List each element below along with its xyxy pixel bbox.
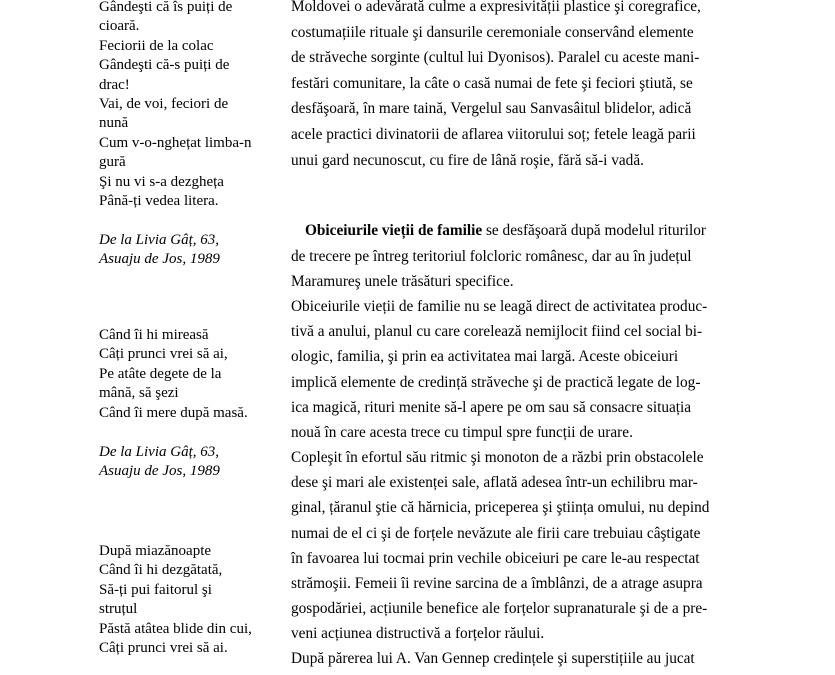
text-line: dese şi mari ale existenței sale, aflată adesea într-un echilibru mar- bbox=[291, 474, 698, 492]
body-paragraph-family-customs-detail bbox=[291, 294, 771, 445]
body-paragraph-family-customs-lead bbox=[291, 218, 771, 295]
text-line: Vai, de voi, feciori de bbox=[99, 96, 229, 113]
text-line: festări comunitare, la câte o casă numai de fete şi feciori ştiută, se bbox=[291, 74, 693, 92]
text-line: în favoarea lui tocmai prin vechile obiceiuri pe care le-au respectat bbox=[291, 549, 700, 567]
text-line: drac! bbox=[99, 76, 130, 93]
text-line: Gândeşti că-s puiți de bbox=[99, 57, 230, 74]
verse-block-2 bbox=[99, 326, 294, 423]
text-line: Pe atâte degete de la bbox=[99, 365, 222, 382]
text-line: struțul bbox=[99, 601, 138, 618]
text-line: nună bbox=[99, 115, 129, 132]
text-line: veni acțiunea distructivă a forțelor răului. bbox=[291, 625, 545, 643]
text-line: gospodăriei, acțiunile benefice ale forțelor supranaturale şi de a pre- bbox=[291, 600, 708, 618]
text-line: Când îi hi mireasă bbox=[99, 327, 209, 343]
text-line: Şi nu vi s-a dezgheța bbox=[99, 173, 224, 190]
text-line: Obiceiurile vieții de familie nu se leagă direct de activitatea produc- bbox=[291, 298, 708, 315]
text-line: Câți prunci vrei să ai, bbox=[99, 346, 228, 363]
text-line: tivă a anului, planul cu care corelează nemijlocit fiind cel social bi- bbox=[291, 323, 703, 341]
text-line: Feciorii de la colac bbox=[99, 37, 214, 54]
text-line: de trecere pe întreg teritoriul folcloric românesc, dar au în județul bbox=[291, 247, 692, 265]
text-line: cioară. bbox=[99, 18, 140, 35]
text-line: ica magică, rituri menite să-l apere pe om sau să consacre situația bbox=[291, 398, 692, 416]
text-line: nouă în care acesta trece cu timpul spre funcții de urare. bbox=[291, 424, 633, 442]
text-line: strămoşii. Femeii îi revine sarcina de a îmblânzi, de a atrage asupra bbox=[291, 575, 703, 593]
text-line: Asuaju de Jos, 1989 bbox=[99, 251, 220, 268]
source-attribution-1 bbox=[99, 231, 294, 270]
body-paragraph-continuation bbox=[291, 0, 771, 173]
text-line: numai de el ci şi de forțele nevăzute ale firii care trebuiau câştigate bbox=[291, 524, 701, 542]
body-paragraph-van-gennep bbox=[291, 646, 771, 672]
text-line: ologic, familia, şi prin ea activitatea mai largă. Aceste obiceiuri bbox=[291, 348, 679, 366]
text-line: Cum v-o-nghețat limba-n bbox=[99, 134, 252, 151]
text-line: Obiceiurile vieții de familie se desfăşoară după modelul riturilor bbox=[305, 222, 707, 239]
text-line: Să-ți pui faitorul şi bbox=[99, 581, 212, 598]
text-line: De la Livia Gâț, 63, bbox=[99, 232, 219, 248]
text-line: acele practici divinatorii de aflarea viitorului soț; fetele leagă parii bbox=[291, 125, 696, 143]
bold-lead-text: Obiceiurile vieții de familie bbox=[305, 222, 483, 239]
source-attribution-2 bbox=[99, 443, 294, 482]
text-line: ginal, țăranul ştie că hărnicia, priceperea şi ştiința omului, nu depind bbox=[291, 499, 710, 517]
text-line: desfăşoară, în mare taină, Vergelul sau Sanvasâitul blidelor, adică bbox=[291, 100, 692, 118]
text-line: mână, să şezi bbox=[99, 385, 179, 402]
text-line: După miazănoapte bbox=[99, 543, 212, 559]
text-line: unui gard necunoscut, cu fire de lână roşie, fără să-i vadă. bbox=[291, 151, 644, 169]
text-line: Moldovei o adevărată culme a expresivității plastice şi coregrafice, bbox=[291, 0, 701, 15]
text-line: Când îi hi dezgătată, bbox=[99, 562, 223, 579]
text-line: implică elemente de credință străveche şi de practică legate de log- bbox=[291, 373, 701, 391]
verse-block-1 bbox=[99, 0, 294, 211]
text-line: De la Livia Gâț, 63, bbox=[99, 444, 219, 460]
text-line: costumațiile rituale şi dansurile ceremoniale conservând elemente bbox=[291, 23, 694, 41]
text-line: de străveche sorginte (cultul lui Dyonisos). Paralel cu aceste mani- bbox=[291, 49, 700, 67]
text-line: Când îi mere după masă. bbox=[99, 404, 248, 421]
text-line: gură bbox=[99, 154, 126, 171]
text-line: După părerea lui A. Van Gennep credințele şi superstițiile au jucat bbox=[291, 650, 695, 667]
body-paragraph-peasant-beliefs bbox=[291, 445, 771, 647]
text-line: Gândeşti că îs puiți de bbox=[99, 0, 233, 15]
text-line: Copleşit în efortul său ritmic şi monoton de a răzbi prin obstacolele bbox=[291, 449, 704, 466]
text-line: Până-ți vedea litera. bbox=[99, 193, 219, 210]
text-line: Asuaju de Jos, 1989 bbox=[99, 463, 220, 480]
text-line: Maramureş unele trăsături specifice. bbox=[291, 273, 514, 291]
text-line: Păstă atâtea blide din cui, bbox=[99, 620, 252, 637]
text-line: Câți prunci vrei să ai. bbox=[99, 640, 228, 657]
verse-block-3 bbox=[99, 542, 294, 658]
